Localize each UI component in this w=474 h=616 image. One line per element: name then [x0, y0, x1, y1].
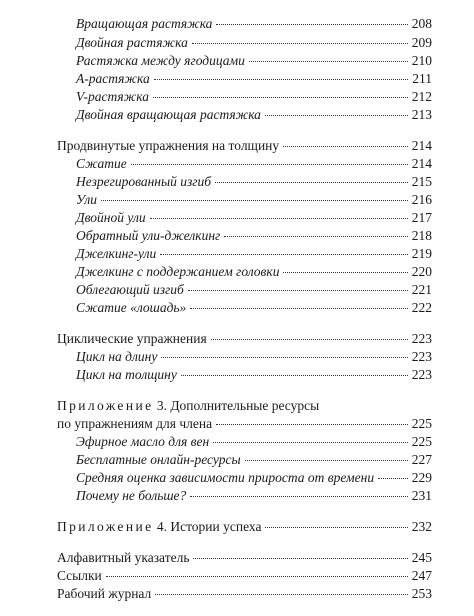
toc-entry-label: Незрегированный изгиб: [76, 174, 212, 189]
toc-entry-label: Эфирное масло для вен: [76, 434, 210, 449]
dot-leader: [211, 339, 408, 340]
toc-entry[interactable]: [76, 366, 432, 384]
dot-leader: [213, 442, 408, 443]
toc-entry-label: Двойная растяжка: [76, 35, 188, 50]
appendix-3-heading[interactable]: [57, 397, 319, 415]
toc-entry[interactable]: [76, 70, 432, 88]
toc-entry[interactable]: [76, 209, 432, 227]
toc-entry-label: V-растяжка: [76, 89, 149, 104]
toc-entry[interactable]: [76, 88, 432, 106]
toc-entry[interactable]: [76, 173, 432, 191]
appendix-title-line2: по упражнениям для члена: [57, 416, 213, 431]
dot-leader: [155, 594, 407, 595]
dot-leader: [153, 97, 408, 98]
toc-entry-label: Вращающая растяжка: [76, 16, 213, 31]
dot-leader: [181, 375, 408, 376]
toc-entry-page: 229: [411, 470, 432, 485]
toc-entry[interactable]: [76, 263, 432, 281]
toc-entry-label: Бесплатные онлайн-ресурсы: [76, 452, 241, 467]
toc-entry-label: Джелкинг-ули: [76, 246, 157, 261]
toc-entry[interactable]: [76, 34, 432, 52]
toc-entry-page: 216: [411, 192, 432, 207]
dot-leader: [190, 496, 407, 497]
dot-leader: [160, 254, 407, 255]
toc-entry-page: 219: [411, 246, 432, 261]
dot-leader: [106, 576, 408, 577]
toc-entry[interactable]: [76, 281, 432, 299]
toc-entry-label: Сжатие: [76, 156, 127, 171]
toc-entry-page: 221: [411, 282, 432, 297]
toc-entry-label: Ссылки: [57, 568, 102, 583]
toc-entry-label: Цикл на длину: [76, 349, 158, 364]
toc-section-label: Циклические упражнения: [57, 331, 207, 346]
toc-entry[interactable]: [76, 106, 432, 124]
toc-back-matter-entry[interactable]: [57, 567, 432, 585]
appendix-title: [57, 518, 261, 536]
toc-entry-page: 225: [411, 434, 432, 449]
appendix-prefix: Приложение: [57, 398, 154, 413]
toc-entry-label: Обратный ули-джелкинг: [76, 228, 221, 243]
toc-section-page: 223: [411, 331, 432, 346]
appendix-title-line1: 4. Истории успеха: [153, 519, 262, 534]
appendix-title-line1: 3. Дополнительные ресурсы: [153, 398, 320, 413]
toc-entry-page: 223: [411, 367, 432, 382]
toc-entry-label: Алфавитный указатель: [57, 550, 190, 565]
dot-leader: [265, 527, 407, 528]
dot-leader: [283, 146, 408, 147]
toc-entry-page: 253: [411, 586, 432, 601]
toc-entry-page: 215: [411, 174, 432, 189]
toc-entry-page: 213: [411, 107, 432, 122]
dot-leader: [215, 182, 408, 183]
toc-entry-label: Ули: [76, 192, 98, 207]
toc-entry-page: 214: [411, 156, 432, 171]
toc-entry[interactable]: [76, 15, 432, 33]
appendix-4-heading[interactable]: [57, 518, 432, 536]
toc-entry-label: Растяжка между ягодицами: [76, 53, 245, 68]
toc-section-label: Продвинутые упражнения на толщину: [57, 138, 280, 153]
dot-leader: [190, 308, 407, 309]
toc-entry-page: 208: [411, 16, 432, 31]
appendix-prefix: Приложение: [57, 519, 154, 534]
toc-entry[interactable]: [76, 299, 432, 317]
toc-entry-page: 212: [411, 89, 432, 104]
toc-entry-label: Облегающий изгиб: [76, 282, 184, 297]
toc-back-matter-entry[interactable]: [57, 585, 432, 603]
toc-entry-page: 209: [411, 35, 432, 50]
dot-leader: [131, 164, 408, 165]
toc-entry-label: А-растяжка: [76, 71, 150, 86]
dot-leader: [378, 478, 408, 479]
dot-leader: [283, 272, 407, 273]
toc-entry-label: Сжатие «лошадь»: [76, 300, 187, 315]
toc-back-matter-entry[interactable]: [57, 549, 432, 567]
dot-leader: [101, 200, 408, 201]
toc-entry-label: Почему не больше?: [76, 488, 187, 503]
toc-entry-label: Двойной ули: [76, 210, 146, 225]
toc-section-heading[interactable]: [57, 137, 432, 155]
toc-entry-label: Средняя оценка зависимости прироста от времени: [76, 470, 375, 485]
toc-entry-page: 227: [411, 452, 432, 467]
toc-section-page: 225: [411, 416, 432, 431]
dot-leader: [265, 115, 408, 116]
toc-section-page: 232: [411, 519, 432, 534]
toc-entry-label: Цикл на толщину: [76, 367, 177, 382]
toc-entry[interactable]: [76, 487, 432, 505]
toc-entry-page: 220: [411, 264, 432, 279]
toc-entry[interactable]: [76, 191, 432, 209]
dot-leader: [161, 357, 407, 358]
dot-leader: [224, 236, 407, 237]
toc-entry[interactable]: [76, 348, 432, 366]
toc-entry[interactable]: [76, 469, 432, 487]
dot-leader: [154, 79, 409, 80]
toc-section-page: 214: [411, 138, 432, 153]
toc-section-heading[interactable]: [57, 415, 432, 433]
toc-entry-page: 247: [411, 568, 432, 583]
dot-leader: [188, 290, 408, 291]
toc-entry-page: 245: [411, 550, 432, 565]
dot-leader: [216, 24, 407, 25]
toc-entry-page: 210: [411, 53, 432, 68]
toc-entry-page: 217: [411, 210, 432, 225]
dot-leader: [150, 218, 408, 219]
toc-entry[interactable]: [76, 227, 432, 245]
toc-entry[interactable]: [76, 245, 432, 263]
toc-entry[interactable]: [76, 52, 432, 70]
dot-leader: [245, 460, 408, 461]
dot-leader: [249, 61, 408, 62]
toc-entry[interactable]: [76, 451, 432, 469]
toc-entry[interactable]: [76, 433, 432, 451]
toc-entry-page: 218: [411, 228, 432, 243]
toc-entry[interactable]: [76, 155, 432, 173]
toc-entry-label: Джелкинг с поддержанием головки: [76, 264, 280, 279]
toc-entry-page: 223: [411, 349, 432, 364]
dot-leader: [192, 43, 408, 44]
toc-entry-page: 231: [411, 488, 432, 503]
toc-entry-page: 222: [411, 300, 432, 315]
toc-entry-label: Рабочий журнал: [57, 586, 152, 601]
toc-entry-label: Двойная вращающая растяжка: [76, 107, 261, 122]
dot-leader: [216, 424, 408, 425]
toc-section-heading[interactable]: [57, 330, 432, 348]
dot-leader: [193, 558, 407, 559]
toc-entry-page: 211: [412, 71, 432, 86]
